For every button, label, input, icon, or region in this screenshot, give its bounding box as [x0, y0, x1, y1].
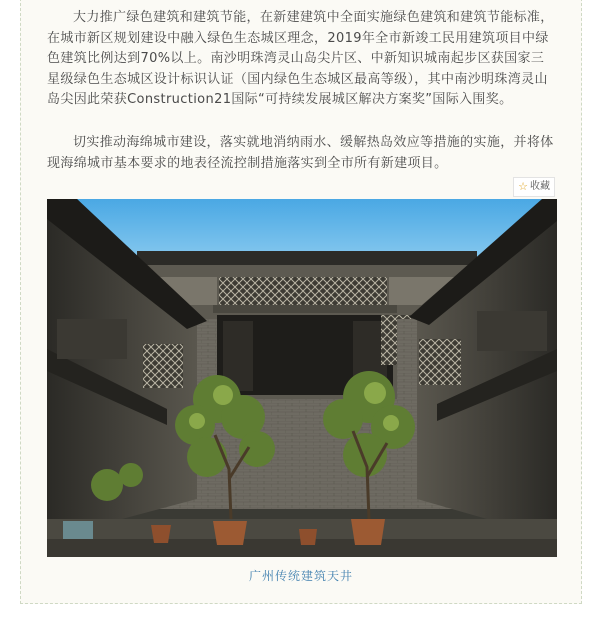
favorite-label: 收藏: [530, 181, 550, 192]
article-card: [20, 0, 582, 604]
courtyard-photo: [47, 199, 557, 557]
favorite-button[interactable]: [513, 177, 555, 197]
article-paragraph-sponge-city: 切实推动海绵城市建设，落实就地消纳雨水、缓解热岛效应等措施的实施，并将体现海绵城市基本要求的地表径流控制措施落实到全市所有新建项目。: [47, 135, 554, 171]
article-paragraph-green-building: 大力推广绿色建筑和建筑节能，在新建建筑中全面实施绿色建筑和建筑节能标准，在城市新区规划建设中融入绿色生态城区理念，2019年全市新竣工民用建筑项目中绿色建筑比例达到70%以上。南沙明珠湾灵山岛尖片区、中新知识城南起步区获国家三星级绿色生态城区设计标识认证（国内绿色生态城区最高等级），其中南沙明珠湾灵山岛尖因此荣获Construction21国际“可持续发展城区解决方案奖”国际入围奖。: [47, 10, 554, 107]
star-icon: ☆: [518, 180, 528, 193]
figure-caption: 广州传统建筑天井: [248, 569, 353, 583]
